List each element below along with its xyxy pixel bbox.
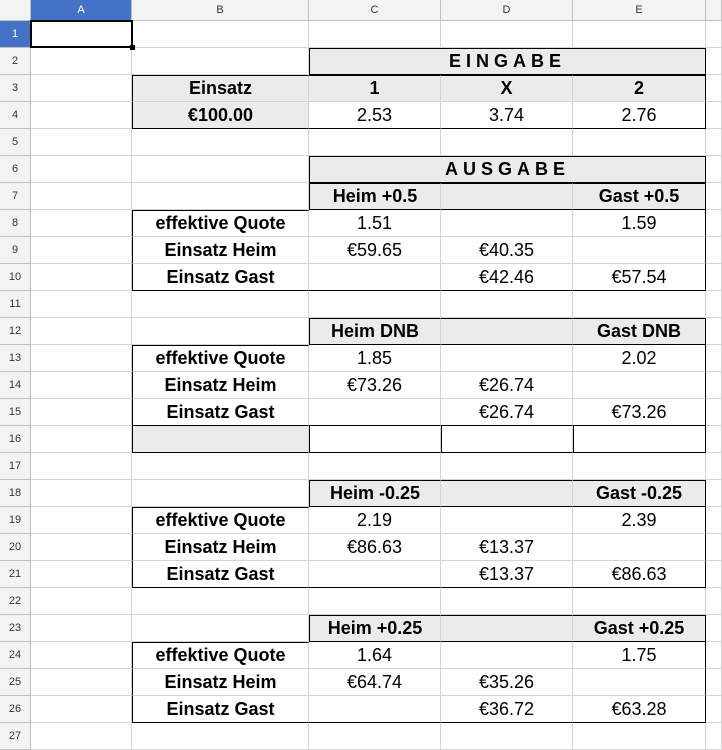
cell[interactable] [31,426,132,453]
row-header-6[interactable]: 6 [0,156,31,183]
block1-quote-draw[interactable] [441,210,573,237]
cell[interactable] [706,156,722,183]
cell[interactable] [441,588,573,615]
cell[interactable] [31,642,132,669]
cell[interactable] [573,21,706,48]
cell[interactable] [309,129,441,156]
block2-einsatz-gast-e[interactable]: €73.26 [573,399,706,426]
block1-einsatz-gast-c[interactable] [309,264,441,291]
block3-einsatz-heim-c[interactable]: €86.63 [309,534,441,561]
cell[interactable] [309,291,441,318]
block3-einsatz-heim-label[interactable]: Einsatz Heim [132,534,309,561]
cell[interactable] [31,345,132,372]
cell[interactable] [132,156,309,183]
cell[interactable] [132,48,309,75]
block2-quote-draw[interactable] [441,345,573,372]
block1-einsatz-heim-c[interactable]: €59.65 [309,237,441,264]
cell[interactable] [31,183,132,210]
cell[interactable] [132,615,309,642]
block4-quote-label[interactable]: effektive Quote [132,642,309,669]
block2-quote-label[interactable]: effektive Quote [132,345,309,372]
row-header-26[interactable]: 26 [0,696,31,723]
block4-draw-header[interactable] [441,615,573,642]
cell[interactable] [31,399,132,426]
block4-gast-header[interactable]: Gast +0.25 [573,615,706,642]
cell[interactable] [31,102,132,129]
outcome-header-1[interactable]: 1 [309,75,441,102]
row-header-19[interactable]: 19 [0,507,31,534]
block3-gast-header[interactable]: Gast -0.25 [573,480,706,507]
block3-heim-header[interactable]: Heim -0.25 [309,480,441,507]
block1-gast-header[interactable]: Gast +0.5 [573,183,706,210]
cell[interactable] [706,453,722,480]
cell[interactable] [31,129,132,156]
row-header-17[interactable]: 17 [0,453,31,480]
cell[interactable] [31,588,132,615]
cell[interactable] [706,129,722,156]
block3-einsatz-gast-label[interactable]: Einsatz Gast [132,561,309,588]
cell[interactable] [706,264,722,291]
cell[interactable] [573,129,706,156]
row-header-3[interactable]: 3 [0,75,31,102]
column-header-e[interactable]: E [573,0,706,21]
cell[interactable] [31,480,132,507]
block3-quote-heim[interactable]: 2.19 [309,507,441,534]
cell[interactable] [706,507,722,534]
cell[interactable] [441,129,573,156]
block2-einsatz-heim-d[interactable]: €26.74 [441,372,573,399]
cell[interactable] [573,291,706,318]
einsatz-value[interactable]: €100.00 [132,102,309,129]
row-header-20[interactable]: 20 [0,534,31,561]
block4-einsatz-heim-e[interactable] [573,669,706,696]
outcome-header-2[interactable]: 2 [573,75,706,102]
cell[interactable] [31,237,132,264]
cell[interactable] [309,21,441,48]
block4-einsatz-heim-c[interactable]: €64.74 [309,669,441,696]
row-header-16[interactable]: 16 [0,426,31,453]
cell[interactable] [706,183,722,210]
row-header-1[interactable]: 1 [0,21,31,48]
cell[interactable] [31,696,132,723]
block3-quote-gast[interactable]: 2.39 [573,507,706,534]
block3-einsatz-heim-e[interactable] [573,534,706,561]
row-header-9[interactable]: 9 [0,237,31,264]
cell[interactable] [441,453,573,480]
block1-quote-label[interactable]: effektive Quote [132,210,309,237]
row16-d[interactable] [441,426,573,453]
row-header-22[interactable]: 22 [0,588,31,615]
row-header-4[interactable]: 4 [0,102,31,129]
cell[interactable] [706,210,722,237]
cell[interactable] [31,48,132,75]
cell[interactable] [706,426,722,453]
block2-einsatz-heim-label[interactable]: Einsatz Heim [132,372,309,399]
block2-draw-header[interactable] [441,318,573,345]
row-header-14[interactable]: 14 [0,372,31,399]
cell[interactable] [31,534,132,561]
cell[interactable] [31,615,132,642]
row16-e[interactable] [573,426,706,453]
block1-quote-heim[interactable]: 1.51 [309,210,441,237]
block4-quote-gast[interactable]: 1.75 [573,642,706,669]
row-header-2[interactable]: 2 [0,48,31,75]
row-header-5[interactable]: 5 [0,129,31,156]
cell[interactable] [706,48,722,75]
cell[interactable] [706,399,722,426]
cell[interactable] [31,669,132,696]
cell[interactable] [132,183,309,210]
cell[interactable] [31,264,132,291]
cell[interactable] [441,21,573,48]
block1-quote-gast[interactable]: 1.59 [573,210,706,237]
cell[interactable] [706,642,722,669]
block3-draw-header[interactable] [441,480,573,507]
block4-einsatz-gast-c[interactable] [309,696,441,723]
cell[interactable] [132,318,309,345]
block2-quote-heim[interactable]: 1.85 [309,345,441,372]
cell[interactable] [132,129,309,156]
cell[interactable] [706,696,722,723]
cell[interactable] [31,210,132,237]
row-header-24[interactable]: 24 [0,642,31,669]
cell[interactable] [706,372,722,399]
block3-einsatz-gast-c[interactable] [309,561,441,588]
odds-input-2[interactable]: 2.76 [573,102,706,129]
column-header-f[interactable] [706,0,722,21]
select-all-corner[interactable] [0,0,31,21]
row-header-18[interactable]: 18 [0,480,31,507]
block1-einsatz-heim-e[interactable] [573,237,706,264]
cell[interactable] [31,156,132,183]
row-header-13[interactable]: 13 [0,345,31,372]
block4-einsatz-heim-label[interactable]: Einsatz Heim [132,669,309,696]
cell[interactable] [31,453,132,480]
cell[interactable] [132,21,309,48]
row-header-15[interactable]: 15 [0,399,31,426]
block4-einsatz-gast-e[interactable]: €63.28 [573,696,706,723]
block4-quote-draw[interactable] [441,642,573,669]
cell[interactable] [706,480,722,507]
block2-einsatz-heim-e[interactable] [573,372,706,399]
row-header-8[interactable]: 8 [0,210,31,237]
row-header-10[interactable]: 10 [0,264,31,291]
row-header-11[interactable]: 11 [0,291,31,318]
block1-einsatz-gast-d[interactable]: €42.46 [441,264,573,291]
cell[interactable] [706,102,722,129]
block2-einsatz-gast-label[interactable]: Einsatz Gast [132,399,309,426]
block1-einsatz-gast-label[interactable]: Einsatz Gast [132,264,309,291]
cell[interactable] [31,507,132,534]
block1-heim-header[interactable]: Heim +0.5 [309,183,441,210]
row-header-25[interactable]: 25 [0,669,31,696]
cell[interactable] [309,588,441,615]
column-header-a[interactable]: A [31,0,132,21]
eingabe-header[interactable]: EINGABE [309,48,706,75]
row-header-12[interactable]: 12 [0,318,31,345]
cell[interactable] [31,318,132,345]
cell[interactable] [706,318,722,345]
cell[interactable] [706,237,722,264]
cell[interactable] [31,561,132,588]
cell[interactable] [573,588,706,615]
cell[interactable] [31,75,132,102]
row-header-23[interactable]: 23 [0,615,31,642]
block4-einsatz-gast-label[interactable]: Einsatz Gast [132,696,309,723]
cell[interactable] [573,453,706,480]
block4-einsatz-gast-d[interactable]: €36.72 [441,696,573,723]
block2-heim-header[interactable]: Heim DNB [309,318,441,345]
cell-cursor[interactable] [30,20,133,48]
block4-quote-heim[interactable]: 1.64 [309,642,441,669]
odds-input-1[interactable]: 2.53 [309,102,441,129]
cell[interactable] [706,588,722,615]
block2-quote-gast[interactable]: 2.02 [573,345,706,372]
cell[interactable] [441,291,573,318]
odds-input-x[interactable]: 3.74 [441,102,573,129]
block4-einsatz-heim-d[interactable]: €35.26 [441,669,573,696]
cell[interactable] [309,453,441,480]
cell[interactable] [706,75,722,102]
block3-einsatz-gast-d[interactable]: €13.37 [441,561,573,588]
cell[interactable] [706,561,722,588]
cell[interactable] [706,669,722,696]
block2-einsatz-gast-d[interactable]: €26.74 [441,399,573,426]
cell[interactable] [31,291,132,318]
einsatz-label[interactable]: Einsatz [132,75,309,102]
column-header-c[interactable]: C [309,0,441,21]
row16-c[interactable] [309,426,441,453]
cell[interactable] [706,615,722,642]
cell[interactable] [31,372,132,399]
cell[interactable] [706,291,722,318]
block1-einsatz-heim-label[interactable]: Einsatz Heim [132,237,309,264]
cell[interactable] [706,345,722,372]
row-header-27[interactable]: 27 [0,723,31,750]
block3-quote-draw[interactable] [441,507,573,534]
block1-einsatz-heim-d[interactable]: €40.35 [441,237,573,264]
column-header-b[interactable]: B [132,0,309,21]
cell[interactable] [132,453,309,480]
block2-einsatz-gast-c[interactable] [309,399,441,426]
cell[interactable] [706,534,722,561]
outcome-header-x[interactable]: X [441,75,573,102]
cell[interactable] [132,480,309,507]
cell[interactable] [132,588,309,615]
column-header-d[interactable]: D [441,0,573,21]
row-header-21[interactable]: 21 [0,561,31,588]
row-header-7[interactable]: 7 [0,183,31,210]
cell[interactable] [132,291,309,318]
row16-b[interactable] [132,426,309,453]
block2-gast-header[interactable]: Gast DNB [573,318,706,345]
block2-einsatz-heim-c[interactable]: €73.26 [309,372,441,399]
ausgabe-header[interactable]: AUSGABE [309,156,706,183]
block3-einsatz-gast-e[interactable]: €86.63 [573,561,706,588]
cell[interactable] [706,21,722,48]
block4-heim-header[interactable]: Heim +0.25 [309,615,441,642]
block1-einsatz-gast-e[interactable]: €57.54 [573,264,706,291]
block3-einsatz-heim-d[interactable]: €13.37 [441,534,573,561]
block1-draw-header[interactable] [441,183,573,210]
block3-quote-label[interactable]: effektive Quote [132,507,309,534]
